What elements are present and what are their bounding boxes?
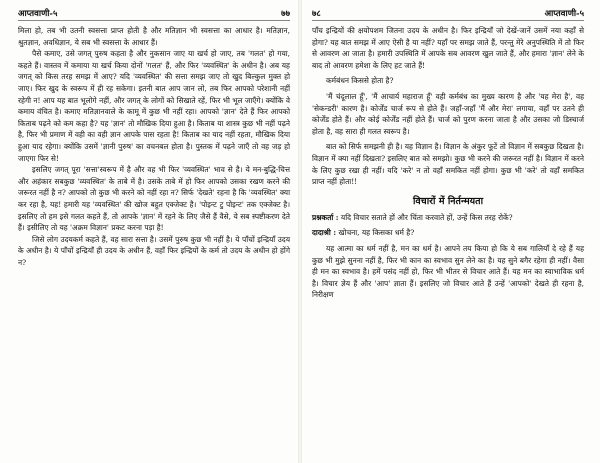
section-heading: विचारों में निर्तन्मयता: [412, 195, 484, 207]
right-page-number: ७८: [312, 8, 321, 19]
left-running-header: [18, 6, 290, 21]
left-paragraph-4: जिसे लोग उदयकर्म कहते हैं, वह सारा सत्ता है। उसमें पुरुष कुछ भी नहीं है। ये पाँचों इन्द्रियाँ उदय के अधीन है। ये पाँचों इन्द्रियाँ ही उदय के अधीन हैं, वहाँ फिर इन्द्रियों के कर्म तो उदय के अधीन हो होंगे न?: [18, 234, 290, 267]
question-paragraph: [312, 212, 584, 224]
right-paragraph-1: पाँच इन्द्रियों की क्षयोपशम जितना उदय के अधीन है। फिर इन्द्रियाँ जो देखें-जानें उसमें नया कहाँ से होगा? यह बात समझ में आए ऐसी है या नहीं? यहाँ पर समझ जाते हैं, परन्तु मेरे अनुपस्थिति में तो फिर से आवरण आ जाता है। हमारी उपस्थिति में आपके सब आवरण खुल जाते हैं, और हमारा 'ज्ञान' लेने के बाद तो आवरण हमेशा के लिए हट जाते हैं!: [312, 26, 584, 70]
right-header-title: आप्तवाणी-५: [544, 8, 584, 19]
left-paragraph-3: इसलिए जगत् पूरा 'सत्ता'स्वरूप में है और वह भी फिर 'व्यवस्थित' भाव से है। ये मन-बुद्धि-चित्त और अहंकार सबकुछ 'व्यवस्थित' के ताबे में है। उसके ताबे में हो फिर आपको उसका रखण करने की जरूरत नहीं है न? आपको तो कुछ भी करने को नहीं रहा न? सिर्फ 'देखते' रहना है कि 'व्यवस्थित' क्या कर रहा है, यह! हमारी यह 'व्यवस्थित' की खोज बहुत एक्जेक्ट है। 'पोइन्ट टु पोइन्ट' तक एक्जेक्ट है। इसलिए तो हम इसे गलत कहते हैं, तो आपके 'ज्ञान' में रहने के लिए जैसे हैं वैसे, ये सब स्पष्टीकरण देते हैं। इसीलिए तो यह 'अक्रम विज्ञान' प्रकट करना पड़ा है!: [18, 165, 290, 233]
right-paragraph-3: 'मैं चंदूलाल हूँ', 'मैं आचार्य महाराज हूँ' वही कर्मबंध का मुख्य कारण है और 'यह मेरा है', वह 'सेकन्डरी' कारण है। कोर्जेंड चार्ज रूप से होते हैं। जहाँ-जहाँ 'मैं और मेरा' लगाया, वहाँ पर उतने ही कोर्जेंड होते हैं। और कोई कोर्जेंड नहीं होते हैं। चार्ज को पुरण करना जाता है और उसका जो डिस्चार्ज होता है, वह सारा ही गलत स्वरूप है।: [312, 91, 584, 136]
right-paragraph-4: बात को सिर्फ समझनी ही है। यह विज्ञान है। विज्ञान के अंकुर फूटें तो विज्ञान में सबकुछ दिखता है। विज्ञान में क्या नहीं दिखता? इसलिए बात को समझो। कुछ भी करने की जरूरत नहीं है। विज्ञान में करने के लिए कुछ रखा ही नहीं। यदि 'करे' न तो वहाँ समकित नहीं होगा। कुछ भी 'करे' तो वहाँ समकित प्राप्त नहीं होता!!: [312, 142, 584, 187]
right-page: [300, 0, 600, 463]
question-label: प्रश्नकर्ता :: [312, 212, 339, 222]
answer-paragraph: [312, 227, 584, 239]
right-paragraph-5: यह आत्मा का धर्म नहीं है, मन का धर्म है। आपने तय किया हो कि ये सब गालियाँ दे रहे हैं यह कुछ भी मुझे सुनना नहीं है, फिर भी कान का स्वभाव सुन लेने का है। यह सुने बगैर रहेगा ही नहीं। वैसा ही मन का स्वभाव है। हमें पसंद नहीं हो, फिर भी भीतर से विचार आते हैं। यह मन का स्वाभाविक धर्म है। विचार ज्ञेय हैं और 'आप' ज्ञाता हैं। इसलिए जो विचार आते हैं उन्हें 'आपको' देखते ही रहना है, निरीक्षण: [312, 243, 584, 300]
left-page-number: ७७: [281, 8, 290, 19]
right-paragraph-2: कर्मबंधन किससे होता है?: [326, 76, 394, 86]
right-running-header: [312, 6, 584, 21]
right-body-text: [312, 25, 584, 301]
answer-lead: खोचना, यह किसका धर्म है?: [338, 228, 415, 238]
left-header-title: आप्तवाणी-५: [18, 8, 58, 19]
left-body-text: [18, 25, 290, 268]
left-paragraph-2: पैसे कमाए, उसे जगत् पुरुष कहता है और नुकसान जाए या खर्च हो जाए, तब 'गलत' हो गया, कहते हैं। वास्तव में कमाया या खर्च किया दोनों 'गलत' हैं, और फिर 'व्यवस्थित' के अधीन है। अब यह जगत् को किस तरह समझ में आए? यदि 'व्यवस्थित' की सत्ता समझ जाए तो खुद बिल्कुल मुक्त हो जाए। फिर खुद के स्वरूप में ही रह सकेगा। इतनी बात आप जान लो, तब फिर आपको परेशानी नहीं रहेगी न! आप यह बात भूलोगे नहीं, और जगत् के लोगों को सिखाते रहें, फिर भी भूल जाएँगे। क्योंकि वे कमाय वंचित है। कमाए मतिज्ञानवाले के कामू में कुछ भी नहीं रहा। आपको 'ज्ञान' देते हैं फिर आपको किताब पढ़ने को कम कहा है? यह 'ज्ञान' तो मौखिक दिया हुआ है। किताब या शास्त्र कुछ भी नहीं पढ़ने है, फिर भी प्रमाण में वही का वही ज्ञान आपके पास रहता है! किताब का याद नहीं रहता, मौखिक दिया हुआ याद रहेगा। क्योंकि उसमें 'ज्ञानी पुरुष' का वचनबल होता है। पुस्तक में पढ़ने जाएँ तो वह जड़ हो जाएगा फिर से!: [18, 49, 290, 163]
left-paragraph-1: मिला हो, तब भी उतनी स्वसत्ता प्राप्त होती है और मतिज्ञान भी स्वसत्ता का आधार है। मतिज्ञान, श्रुतज्ञान, अवधिज्ञान, ये सब भी स्वसत्ता के आधार हैं।: [18, 26, 290, 47]
answer-label: दादाश्री :: [312, 228, 337, 238]
question-text: यदि विचार सताते हों और चिंता करवाते हों, उन्हें किस तरह रोकें?: [340, 212, 513, 222]
